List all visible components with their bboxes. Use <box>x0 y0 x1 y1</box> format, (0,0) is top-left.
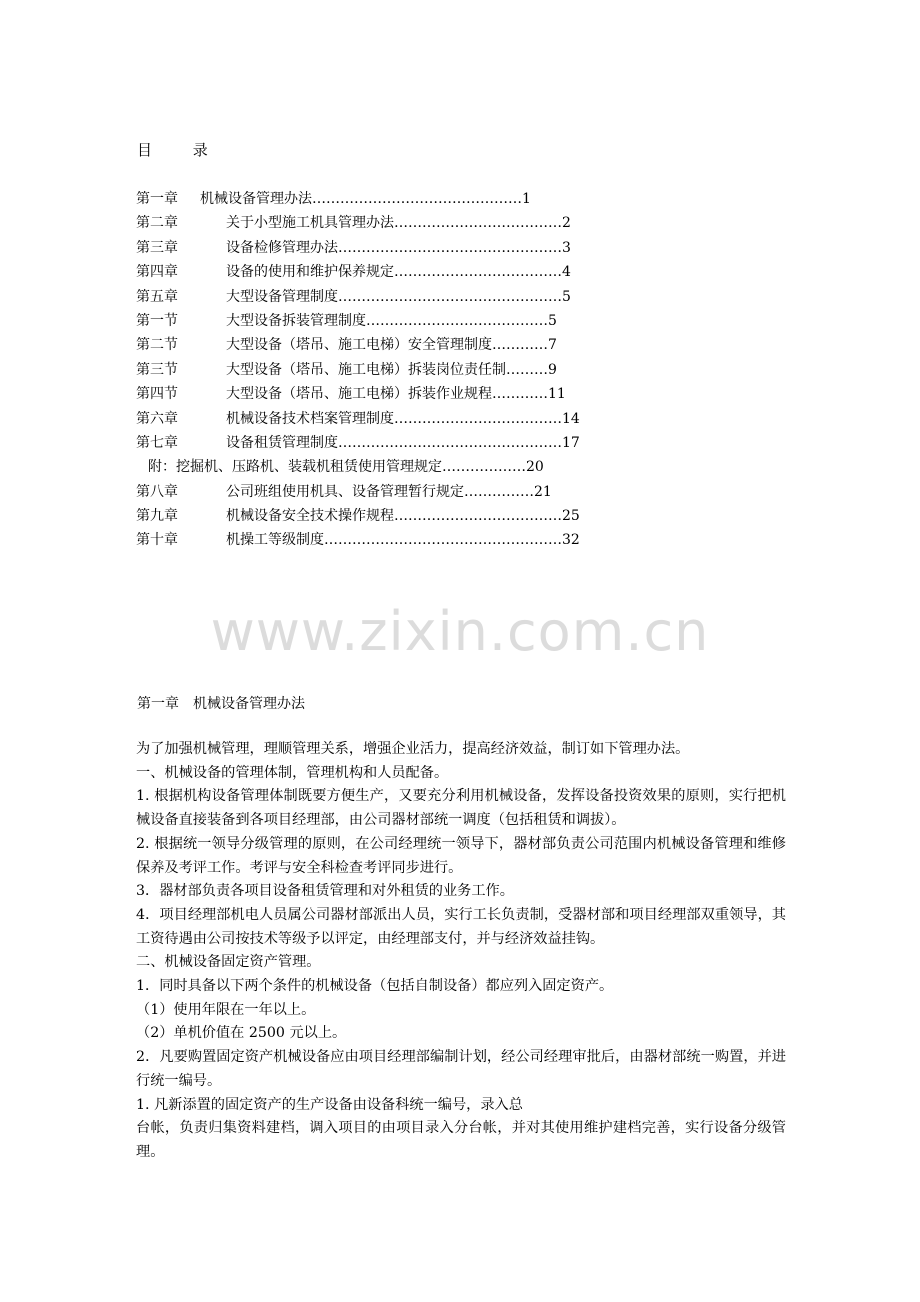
toc-leader-dots: ……… <box>506 361 548 378</box>
toc-leader-dots: ………………………………………… <box>338 434 562 451</box>
toc-entry-title: 设备检修管理办法 <box>226 239 338 256</box>
toc-entry[interactable] <box>136 431 656 455</box>
toc-leader-dots: ……………………………… <box>394 264 562 281</box>
toc-entry-page: 5 <box>562 288 571 305</box>
toc-entry[interactable] <box>136 480 656 504</box>
toc-entry-title: 关于小型施工机具管理办法 <box>226 215 394 232</box>
toc-entry-title: 大型设备（塔吊、施工电梯）安全管理制度 <box>226 337 492 354</box>
toc-leader-dots: ………… <box>492 337 548 354</box>
toc-entry-page: 14 <box>562 410 580 427</box>
toc-entry-appendix[interactable] <box>136 455 656 479</box>
section-heading: 一、机械设备的管理体制，管理机构和人员配备。 <box>136 764 449 781</box>
paragraph: 1. 凡新添置的固定资产的生产设备由设备科统一编号，录入总 <box>136 1096 523 1113</box>
toc-entry-number: 第五章 <box>136 288 178 305</box>
paragraph: （2）单机价值在 2500 元以上。 <box>136 1025 347 1042</box>
toc-entry[interactable] <box>136 260 656 284</box>
toc-entry-title: 机械设备技术档案管理制度 <box>226 410 394 427</box>
toc-entry-title: 机操工等级制度 <box>226 532 324 549</box>
watermark: www.zixin.com.cn <box>210 600 710 663</box>
toc-entry-number: 第四节 <box>136 386 178 403</box>
toc-entry-number: 第八章 <box>136 483 178 500</box>
paragraph: （1）使用年限在一年以上。 <box>136 1001 316 1018</box>
paragraph: 为了加强机械管理，理顺管理关系，增强企业活力，提高经济效益，制订如下管理办法。 <box>136 741 690 757</box>
table-of-contents <box>136 187 656 553</box>
toc-entry[interactable] <box>136 285 656 309</box>
toc-entry-number: 第二节 <box>136 337 178 354</box>
toc-entry-title: 大型设备（塔吊、施工电梯）拆装岗位责任制 <box>226 361 506 378</box>
toc-entry-page: 2 <box>562 215 571 232</box>
toc-entry-page: 32 <box>562 532 580 549</box>
toc-entry[interactable] <box>136 309 656 333</box>
toc-leader-dots: ……………………………………… <box>312 191 522 207</box>
toc-leader-dots: ………………………………………… <box>338 239 562 256</box>
toc-entry-page: 11 <box>548 386 566 403</box>
toc-leader-dots: ……………………………… <box>394 410 562 427</box>
toc-entry-number: 第九章 <box>136 508 178 525</box>
toc-entry-title: 大型设备拆装管理制度 <box>226 312 366 329</box>
toc-entry-page: 5 <box>548 312 557 329</box>
toc-entry-number: 第六章 <box>136 410 178 427</box>
toc-leader-dots: ………………………………… <box>366 312 548 329</box>
toc-entry-page: 20 <box>526 459 544 476</box>
paragraph: 1. 根据机构设备管理体制既要方便生产，又要充分利用机械设备，发挥设备投资效果的原则，实行把机械设备直接装备到各项目经理部，由公司器材部统一调度（包括租赁和调拔）。 <box>136 788 786 829</box>
toc-entry-page: 4 <box>562 264 571 281</box>
toc-entry-page: 21 <box>534 483 552 500</box>
paragraph: 1．同时具备以下两个条件的机械设备（包括自制设备）都应列入固定资产。 <box>136 978 614 995</box>
chapter-title: 机械设备管理办法 <box>193 696 305 712</box>
toc-entry-number: 第三节 <box>136 361 178 378</box>
toc-entry[interactable] <box>136 504 656 528</box>
toc-entry-title: 大型设备（塔吊、施工电梯）拆装作业规程 <box>226 386 492 403</box>
chapter-body <box>136 738 786 1165</box>
paragraph: 2．凡要购置固定资产机械设备应由项目经理部编制计划，经公司经理审批后，由器材部统一购置，并进行统一编号。 <box>136 1049 786 1089</box>
toc-entry-number: 第七章 <box>136 434 178 451</box>
toc-entry[interactable] <box>136 528 656 552</box>
toc-leader-dots: ……………………………… <box>394 215 562 232</box>
toc-entry-title: 附：挖掘机、压路机、装载机租赁使用管理规定 <box>148 459 442 476</box>
toc-entry-page: 25 <box>562 508 580 525</box>
toc-entry-number: 第四章 <box>136 264 178 281</box>
chapter-heading <box>137 693 305 713</box>
toc-entry-title: 大型设备管理制度 <box>226 288 338 305</box>
toc-entry-title: 机械设备安全技术操作规程 <box>226 508 394 525</box>
toc-entry[interactable] <box>136 236 656 260</box>
paragraph: 台帐，负责归集资料建档，调入项目的由项目录入分台帐，并对其使用维护建档完善，实行设备分级管理。 <box>136 1120 786 1160</box>
paragraph: 3．器材部负责各项目设备租赁管理和对外租赁的业务工作。 <box>136 883 514 900</box>
toc-title: 目 录 <box>137 141 226 159</box>
toc-entry-page: 9 <box>548 361 557 378</box>
toc-leader-dots: ……………… <box>442 459 526 476</box>
paragraph: 4．项目经理部机电人员属公司器材部派出人员，实行工长负责制，受器材部和项目经理部双重领导，其工资待遇由公司按技术等级予以评定，由经理部支付，并与经济效益挂钩。 <box>136 906 786 947</box>
toc-leader-dots: ………… <box>492 386 548 403</box>
section-heading: 二、机械设备固定资产管理。 <box>136 954 321 971</box>
toc-entry-number: 第一章 <box>136 191 178 207</box>
toc-entry-title: 公司班组使用机具、设备管理暂行规定 <box>226 483 464 500</box>
toc-entry[interactable] <box>136 382 656 406</box>
toc-leader-dots: ……………………………… <box>394 508 562 525</box>
toc-entry-number: 第十章 <box>136 532 178 549</box>
toc-entry[interactable] <box>136 358 656 382</box>
toc-entry-page: 3 <box>562 239 571 256</box>
toc-leader-dots: …………… <box>464 483 534 500</box>
toc-entry[interactable] <box>136 333 656 357</box>
toc-entry-title: 设备的使用和维护保养规定 <box>226 264 394 281</box>
toc-entry-page: 1 <box>522 191 531 207</box>
toc-entry[interactable] <box>136 187 656 211</box>
toc-entry[interactable] <box>136 211 656 235</box>
toc-entry-number: 第三章 <box>136 239 178 256</box>
toc-entry-page: 17 <box>562 434 580 451</box>
paragraph: 2. 根据统一领导分级管理的原则，在公司经理统一领导下，器材部负责公司范围内机械设备管理和维修保养及考评工作。考评与安全科检查考评同步进行。 <box>136 835 786 876</box>
toc-entry-title: 设备租赁管理制度 <box>226 434 338 451</box>
chapter-number: 第一章 <box>137 696 179 712</box>
toc-entry[interactable] <box>136 407 656 431</box>
toc-entry-number: 第二章 <box>136 215 178 232</box>
toc-entry-page: 7 <box>548 337 557 354</box>
toc-leader-dots: …………………………………………… <box>324 532 562 549</box>
toc-entry-title: 机械设备管理办法 <box>200 191 312 207</box>
toc-leader-dots: ………………………………………… <box>338 288 562 305</box>
toc-entry-number: 第一节 <box>136 312 178 329</box>
